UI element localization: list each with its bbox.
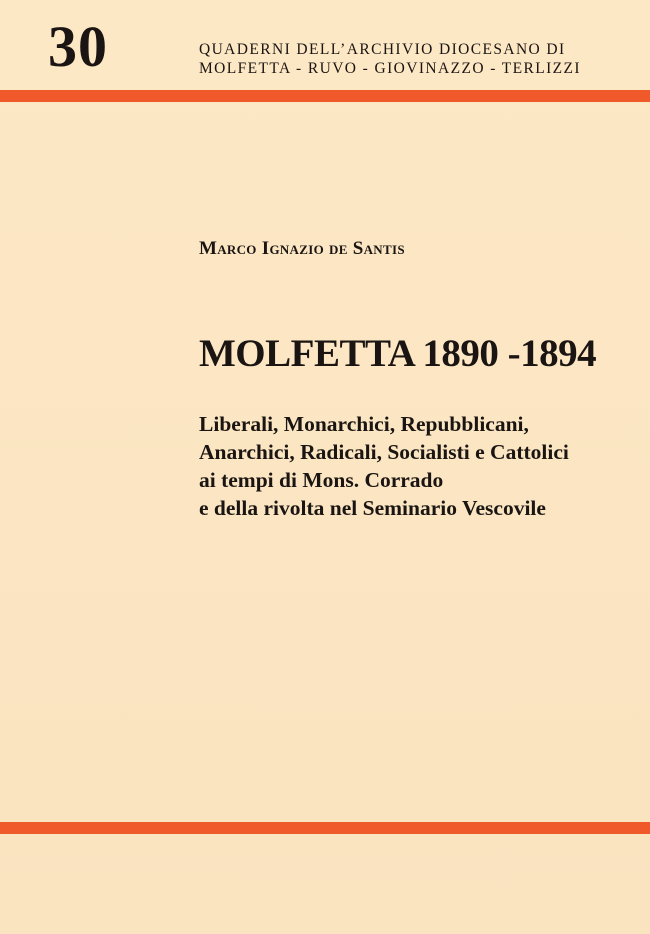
series-title-line-1: QUADERNI DELL’ARCHIVIO DIOCESANO DI <box>199 41 566 58</box>
subtitle-line-2: Anarchici, Radicali, Socialisti e Cattolici <box>199 440 569 464</box>
subtitle-line-3: ai tempi di Mons. Corrado <box>199 468 444 492</box>
book-title: MOLFETTA 1890 -1894 <box>199 332 597 375</box>
series-title <box>199 40 581 78</box>
top-stripe <box>0 90 650 102</box>
series-number: 30 <box>48 14 108 79</box>
author-name: Marco Ignazio de Santis <box>199 238 405 259</box>
subtitle-line-1: Liberali, Monarchici, Repubblicani, <box>199 412 529 436</box>
series-title-line-2: MOLFETTA - RUVO - GIOVINAZZO - TERLIZZI <box>199 60 581 77</box>
bottom-stripe <box>0 822 650 834</box>
book-subtitle <box>199 410 569 522</box>
subtitle-line-4: e della rivolta nel Seminario Vescovile <box>199 496 546 520</box>
